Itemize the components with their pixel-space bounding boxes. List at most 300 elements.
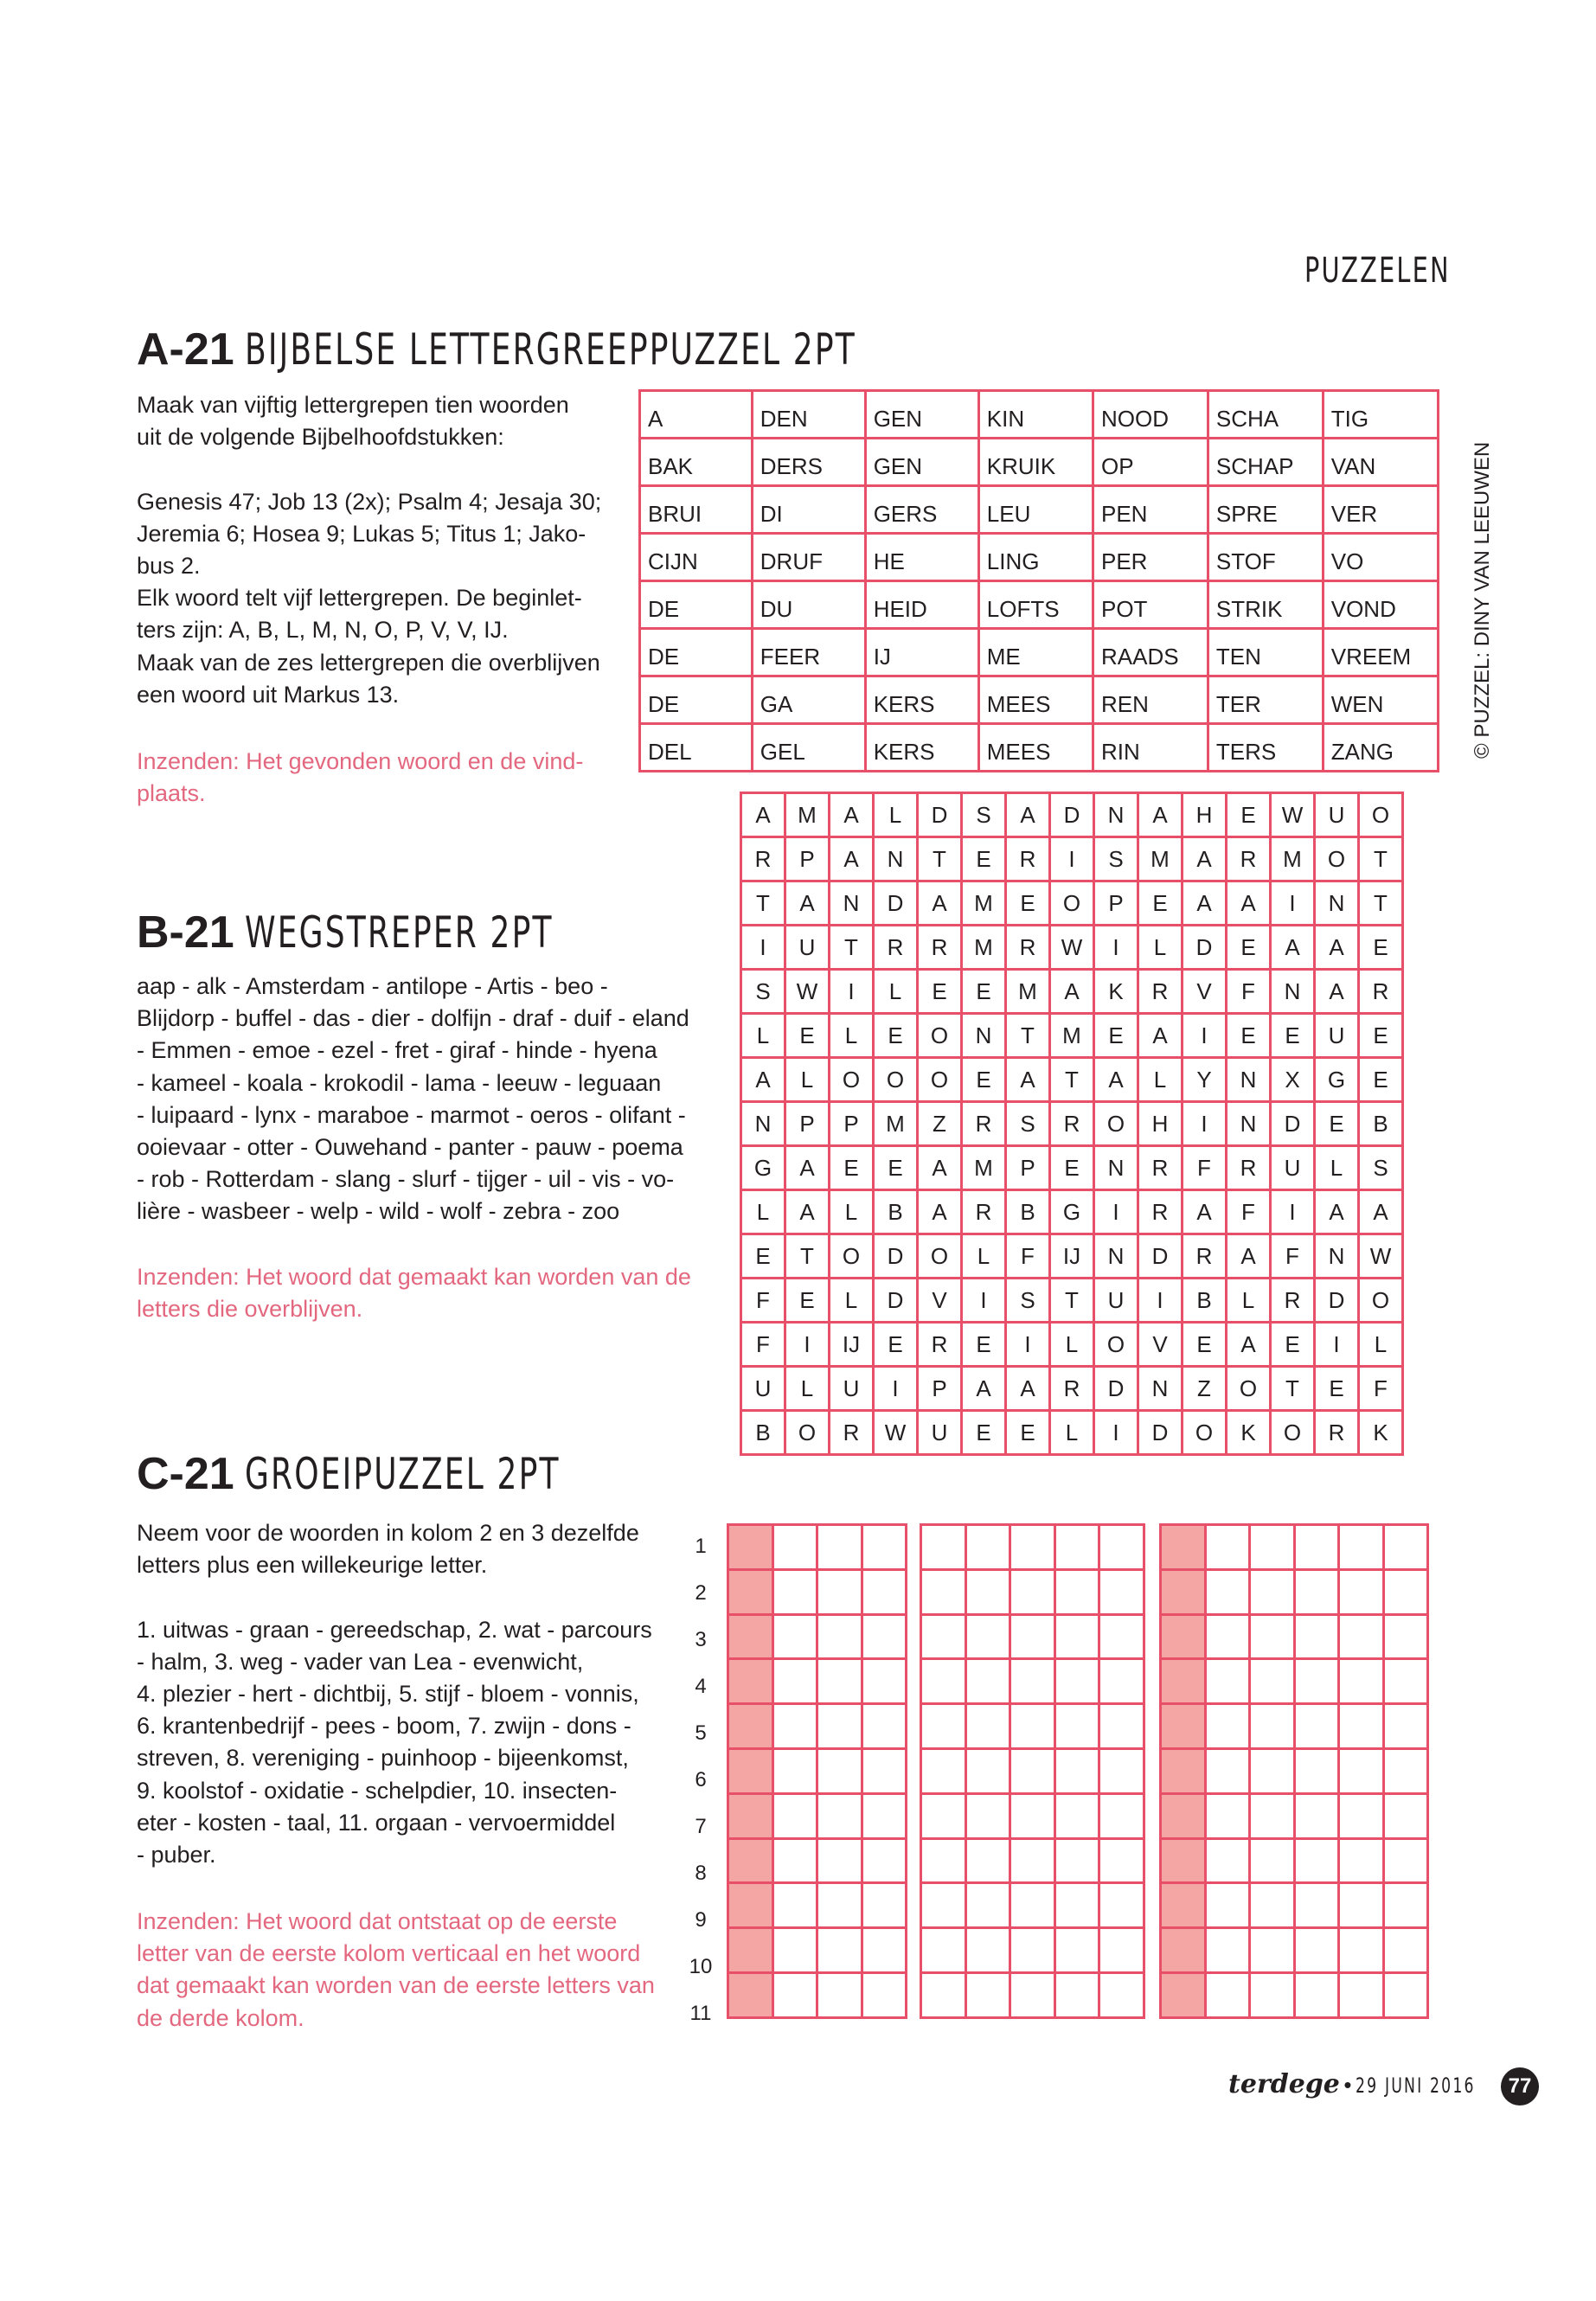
letter-box[interactable] (862, 1972, 907, 2017)
letter-box[interactable] (1205, 1659, 1250, 1704)
letter-cell: W (785, 970, 830, 1014)
text-line: - rob - Rotterdam - slang - slurf - tijger - uil - vis - vo- (137, 1166, 675, 1193)
letter-cell: T (1271, 1367, 1315, 1411)
letter-cell: L (1050, 1323, 1094, 1367)
letter-cell: N (1227, 1102, 1271, 1146)
letter-cell: I (830, 970, 874, 1014)
syllable-cell: MEES (978, 724, 1093, 772)
letter-cell: F (1227, 1190, 1271, 1234)
letter-box[interactable] (1294, 1838, 1339, 1883)
letter-box[interactable] (1205, 1569, 1250, 1614)
text-line: Neem voor de woorden in kolom 2 en 3 dezelfde (137, 1520, 639, 1546)
syllable-cell: A (640, 391, 753, 439)
letter-cell: L (874, 970, 918, 1014)
letter-box[interactable] (1294, 1748, 1339, 1793)
letter-box[interactable] (1339, 1793, 1384, 1838)
letter-box[interactable] (921, 1704, 966, 1749)
letter-box[interactable] (1054, 1569, 1099, 1614)
submit-line: letters die overblijven. (137, 1296, 363, 1323)
letter-box[interactable] (1054, 1838, 1099, 1883)
letter-cell: E (918, 970, 962, 1014)
highlighted-letter-box[interactable] (1161, 1525, 1206, 1570)
letter-box[interactable] (1099, 1525, 1144, 1570)
highlighted-letter-box[interactable] (728, 1614, 773, 1659)
letter-box[interactable] (1010, 1793, 1055, 1838)
syllable-cell: KIN (978, 391, 1093, 439)
letter-box[interactable] (965, 1525, 1010, 1570)
syllable-cell: RIN (1093, 724, 1208, 772)
letter-box[interactable] (1099, 1928, 1144, 1973)
letter-box[interactable] (1099, 1748, 1144, 1793)
letter-cell: A (830, 837, 874, 881)
letter-box[interactable] (772, 1704, 817, 1749)
highlighted-letter-box[interactable] (1161, 1928, 1206, 1973)
letter-box[interactable] (1250, 1748, 1295, 1793)
letter-box[interactable] (817, 1659, 862, 1704)
letter-box[interactable] (1339, 1838, 1384, 1883)
syllable-cell: STRIK (1208, 581, 1323, 629)
highlighted-letter-box[interactable] (728, 1569, 773, 1614)
letter-box[interactable] (772, 1614, 817, 1659)
issue-date: 29 JUNI 2016 (1355, 2073, 1476, 2098)
letter-box[interactable] (1099, 1569, 1144, 1614)
letter-box[interactable] (921, 1883, 966, 1928)
letter-box[interactable] (1010, 1883, 1055, 1928)
letter-box[interactable] (1205, 1748, 1250, 1793)
letter-box[interactable] (1294, 1569, 1339, 1614)
letter-cell: M (874, 1102, 918, 1146)
letter-box[interactable] (965, 1883, 1010, 1928)
letter-box[interactable] (1383, 1748, 1428, 1793)
text-line: - halm, 3. weg - vader van Lea - evenwicht, (137, 1648, 584, 1675)
letter-box[interactable] (1054, 1704, 1099, 1749)
letter-box[interactable] (772, 1793, 817, 1838)
table-row (640, 676, 1439, 724)
letter-box[interactable] (862, 1659, 907, 1704)
letter-box[interactable] (1205, 1972, 1250, 2017)
letter-cell: E (1050, 1146, 1094, 1190)
letter-box[interactable] (817, 1614, 862, 1659)
letter-box[interactable] (1294, 1525, 1339, 1570)
letter-box[interactable] (1099, 1704, 1144, 1749)
letter-box[interactable] (817, 1525, 862, 1570)
letter-box[interactable] (862, 1569, 907, 1614)
letter-box[interactable] (1339, 1659, 1384, 1704)
letter-box[interactable] (1010, 1659, 1055, 1704)
text-line: letters plus een willekeurige letter. (137, 1552, 488, 1579)
letter-box[interactable] (1250, 1704, 1295, 1749)
letter-box[interactable] (1294, 1793, 1339, 1838)
row-number: 5 (695, 1721, 707, 1745)
letter-box[interactable] (1054, 1972, 1099, 2017)
letter-box[interactable] (772, 1928, 817, 1973)
letter-box[interactable] (862, 1928, 907, 1973)
letter-cell: D (1183, 926, 1227, 970)
letter-box[interactable] (921, 1972, 966, 2017)
letter-cell: A (741, 793, 785, 837)
letter-box[interactable] (1054, 1748, 1099, 1793)
letter-box[interactable] (1339, 1972, 1384, 2017)
row-number: 11 (689, 2002, 712, 2025)
letter-box[interactable] (1250, 1614, 1295, 1659)
letter-cell: R (918, 1323, 962, 1367)
syllable-cell: TERS (1208, 724, 1323, 772)
highlighted-letter-box[interactable] (728, 1883, 773, 1928)
letter-cell: E (1227, 1014, 1271, 1058)
syllable-cell: DE (640, 629, 753, 676)
letter-cell: E (741, 1234, 785, 1279)
text-line: ooievaar - otter - Ouwehand - panter - pauw - poema (137, 1133, 683, 1160)
letter-box[interactable] (1339, 1569, 1384, 1614)
letter-box[interactable] (817, 1883, 862, 1928)
letter-box[interactable] (1250, 1972, 1295, 2017)
letter-box[interactable] (1054, 1659, 1099, 1704)
letter-cell: T (1359, 837, 1403, 881)
letter-cell: L (785, 1058, 830, 1102)
letter-box[interactable] (1294, 1972, 1339, 2017)
letter-box[interactable] (965, 1569, 1010, 1614)
submit-line: Inzenden: Het gevonden woord en de vind- (137, 748, 584, 774)
letter-cell: A (918, 881, 962, 926)
highlighted-letter-box[interactable] (728, 1793, 773, 1838)
highlighted-letter-box[interactable] (728, 1928, 773, 1973)
letter-cell: A (785, 1190, 830, 1234)
highlighted-letter-box[interactable] (1161, 1704, 1206, 1749)
grid-row (921, 1704, 1144, 1749)
syllable-cell: CIJN (640, 534, 753, 581)
text-line: - luipaard - lynx - maraboe - marmot - oeros - olifant - (137, 1101, 686, 1128)
table-row (741, 926, 1403, 970)
letter-box[interactable] (1054, 1614, 1099, 1659)
letter-cell: E (874, 1323, 918, 1367)
letter-box[interactable] (1010, 1928, 1055, 1973)
letter-box[interactable] (1010, 1569, 1055, 1614)
grid-row (1161, 1972, 1428, 2017)
letter-box[interactable] (1383, 1928, 1428, 1973)
table-row (741, 1146, 1403, 1190)
letter-box[interactable] (1339, 1704, 1384, 1749)
table-row (741, 970, 1403, 1014)
letter-box[interactable] (1205, 1838, 1250, 1883)
letter-cell: F (1271, 1234, 1315, 1279)
text-line: aap - alk - Amsterdam - antilope - Artis - beo - (137, 973, 608, 999)
highlighted-letter-box[interactable] (728, 1838, 773, 1883)
letter-cell: E (962, 837, 1006, 881)
letter-box[interactable] (1010, 1614, 1055, 1659)
table-row (640, 439, 1439, 486)
letter-box[interactable] (1383, 1525, 1428, 1570)
letter-box[interactable] (1205, 1525, 1250, 1570)
letter-box[interactable] (1250, 1883, 1295, 1928)
letter-box[interactable] (1010, 1748, 1055, 1793)
letter-box[interactable] (1205, 1704, 1250, 1749)
highlighted-letter-box[interactable] (728, 1525, 773, 1570)
letter-cell: U (830, 1367, 874, 1411)
highlighted-letter-box[interactable] (1161, 1793, 1206, 1838)
letter-box[interactable] (1339, 1928, 1384, 1973)
letter-box[interactable] (817, 1569, 862, 1614)
highlighted-letter-box[interactable] (1161, 1659, 1206, 1704)
row-number: 10 (689, 1955, 713, 1978)
letter-box[interactable] (772, 1525, 817, 1570)
letter-box[interactable] (1294, 1614, 1339, 1659)
letter-box[interactable] (1339, 1525, 1384, 1570)
letter-box[interactable] (1383, 1838, 1428, 1883)
letter-box[interactable] (862, 1748, 907, 1793)
letter-box[interactable] (1054, 1525, 1099, 1570)
letter-box[interactable] (772, 1659, 817, 1704)
letter-cell: R (918, 926, 962, 970)
puzzle-b-submit-text (137, 1261, 691, 1325)
letter-box[interactable] (772, 1838, 817, 1883)
letter-box[interactable] (1383, 1972, 1428, 2017)
highlighted-letter-box[interactable] (1161, 1614, 1206, 1659)
letter-cell: R (1050, 1102, 1094, 1146)
letter-cell: N (830, 881, 874, 926)
highlighted-letter-box[interactable] (1161, 1838, 1206, 1883)
letter-box[interactable] (1294, 1704, 1339, 1749)
letter-cell: A (1183, 881, 1227, 926)
grid-row (1161, 1659, 1428, 1704)
highlighted-letter-box[interactable] (728, 1659, 773, 1704)
letter-box[interactable] (921, 1928, 966, 1973)
highlighted-letter-box[interactable] (728, 1748, 773, 1793)
highlighted-letter-box[interactable] (1161, 1883, 1206, 1928)
letter-box[interactable] (965, 1748, 1010, 1793)
letter-box[interactable] (772, 1883, 817, 1928)
puzzle-code: C-21 (137, 1448, 234, 1499)
letter-box[interactable] (1099, 1659, 1144, 1704)
syllable-cell: MEES (978, 676, 1093, 724)
letter-box[interactable] (965, 1659, 1010, 1704)
letter-cell: R (874, 926, 918, 970)
letter-box[interactable] (862, 1704, 907, 1749)
letter-box[interactable] (772, 1972, 817, 2017)
letter-cell: D (1050, 793, 1094, 837)
letter-cell: E (1227, 793, 1271, 837)
letter-cell: D (1315, 1279, 1359, 1323)
letter-cell: R (1006, 926, 1050, 970)
puzzle-a-instructions (137, 389, 601, 711)
letter-cell: L (1359, 1323, 1403, 1367)
syllable-cell: VAN (1323, 439, 1438, 486)
letter-box[interactable] (921, 1793, 966, 1838)
letter-box[interactable] (921, 1614, 966, 1659)
letter-box[interactable] (1054, 1883, 1099, 1928)
syllable-cell: DERS (752, 439, 865, 486)
highlighted-letter-box[interactable] (728, 1972, 773, 2017)
letter-cell: E (1006, 881, 1050, 926)
puzzle-credit: © PUZZEL: DINY VAN LEEUWEN (1471, 441, 1494, 759)
letter-box[interactable] (1099, 1838, 1144, 1883)
letter-cell: L (1227, 1279, 1271, 1323)
letter-cell: A (1006, 1367, 1050, 1411)
letter-box[interactable] (817, 1972, 862, 2017)
letter-box[interactable] (862, 1614, 907, 1659)
letter-cell: M (1050, 1014, 1094, 1058)
letter-box[interactable] (1250, 1525, 1295, 1570)
text-line: Blijdorp - buffel - das - dier - dolfijn - draf - duif - eland (137, 1005, 689, 1032)
letter-box[interactable] (817, 1748, 862, 1793)
letter-box[interactable] (772, 1748, 817, 1793)
letter-cell: V (918, 1279, 962, 1323)
letter-cell: O (918, 1058, 962, 1102)
letter-box[interactable] (1250, 1838, 1295, 1883)
grid-row (728, 1525, 907, 1570)
letter-box[interactable] (921, 1525, 966, 1570)
letter-cell: F (1183, 1146, 1227, 1190)
letter-cell: I (962, 1279, 1006, 1323)
letter-box[interactable] (1383, 1883, 1428, 1928)
text-line: ters zijn: A, B, L, M, N, O, P, V, V, IJ. (137, 617, 509, 644)
letter-cell: V (1138, 1323, 1183, 1367)
letter-cell: L (830, 1014, 874, 1058)
letter-box[interactable] (1010, 1704, 1055, 1749)
letter-box[interactable] (1383, 1659, 1428, 1704)
puzzle-c-title (137, 1445, 683, 1500)
submit-line: plaats. (137, 780, 206, 807)
highlighted-letter-box[interactable] (1161, 1569, 1206, 1614)
letter-box[interactable] (965, 1614, 1010, 1659)
syllable-cell: TEN (1208, 629, 1323, 676)
letter-box[interactable] (817, 1838, 862, 1883)
letter-box[interactable] (1383, 1569, 1428, 1614)
letter-box[interactable] (772, 1569, 817, 1614)
table-row (741, 1367, 1403, 1411)
letter-box[interactable] (921, 1838, 966, 1883)
highlighted-letter-box[interactable] (1161, 1972, 1206, 2017)
letter-cell: G (1315, 1058, 1359, 1102)
grid-row (1161, 1883, 1428, 1928)
letter-box[interactable] (862, 1793, 907, 1838)
letter-cell: R (962, 1190, 1006, 1234)
table-row (741, 1323, 1403, 1367)
letter-box[interactable] (1099, 1793, 1144, 1838)
grid-row (728, 1883, 907, 1928)
letter-box[interactable] (862, 1525, 907, 1570)
letter-box[interactable] (1294, 1659, 1339, 1704)
letter-cell: A (1138, 1014, 1183, 1058)
letter-cell: P (830, 1102, 874, 1146)
letter-box[interactable] (965, 1838, 1010, 1883)
letter-cell: E (962, 1323, 1006, 1367)
letter-cell: F (1227, 970, 1271, 1014)
letter-box[interactable] (1054, 1928, 1099, 1973)
highlighted-letter-box[interactable] (1161, 1748, 1206, 1793)
letter-box[interactable] (921, 1748, 966, 1793)
letter-cell: F (1006, 1234, 1050, 1279)
letter-box[interactable] (1383, 1704, 1428, 1749)
letter-box[interactable] (1339, 1614, 1384, 1659)
letter-box[interactable] (1294, 1883, 1339, 1928)
letter-box[interactable] (1250, 1659, 1295, 1704)
letter-box[interactable] (1383, 1793, 1428, 1838)
letter-cell: N (1227, 1058, 1271, 1102)
letter-box[interactable] (1294, 1928, 1339, 1973)
letter-cell: W (874, 1411, 918, 1455)
letter-box[interactable] (921, 1569, 966, 1614)
letter-box[interactable] (1099, 1883, 1144, 1928)
letter-box[interactable] (1205, 1793, 1250, 1838)
letter-box[interactable] (1250, 1793, 1295, 1838)
letter-box[interactable] (862, 1883, 907, 1928)
letter-cell: A (1227, 881, 1271, 926)
letter-box[interactable] (921, 1659, 966, 1704)
letter-box[interactable] (1383, 1614, 1428, 1659)
letter-cell: G (741, 1146, 785, 1190)
letter-cell: A (918, 1146, 962, 1190)
letter-box[interactable] (817, 1793, 862, 1838)
letter-box[interactable] (1250, 1569, 1295, 1614)
table-row (640, 629, 1439, 676)
letter-cell: I (874, 1367, 918, 1411)
letter-cell: IJ (830, 1323, 874, 1367)
letter-box[interactable] (1205, 1928, 1250, 1973)
letter-box[interactable] (1339, 1748, 1384, 1793)
letter-box[interactable] (965, 1928, 1010, 1973)
grid-row (1161, 1838, 1428, 1883)
syllable-cell: LEU (978, 486, 1093, 534)
table-row (741, 1190, 1403, 1234)
letter-box[interactable] (1010, 1838, 1055, 1883)
syllable-cell: NOOD (1093, 391, 1208, 439)
letter-cell: E (962, 1058, 1006, 1102)
letter-box[interactable] (862, 1838, 907, 1883)
letter-cell: Z (1183, 1367, 1227, 1411)
letter-box[interactable] (1205, 1883, 1250, 1928)
letter-box[interactable] (1010, 1972, 1055, 2017)
grid-row (921, 1838, 1144, 1883)
letter-box[interactable] (1205, 1614, 1250, 1659)
letter-box[interactable] (817, 1928, 862, 1973)
text-line: 6. krantenbedrijf - pees - boom, 7. zwijn - dons - (137, 1713, 631, 1740)
letter-cell: B (1359, 1102, 1403, 1146)
letter-box[interactable] (965, 1972, 1010, 2017)
letter-box[interactable] (965, 1704, 1010, 1749)
letter-box[interactable] (1250, 1928, 1295, 1973)
text-line: Genesis 47; Job 13 (2x); Psalm 4; Jesaja 30; (137, 488, 602, 515)
letter-cell: A (1006, 793, 1050, 837)
letter-cell: N (962, 1014, 1006, 1058)
row-number: 3 (695, 1628, 707, 1651)
letter-box[interactable] (1010, 1525, 1055, 1570)
letter-cell: L (830, 1279, 874, 1323)
letter-cell: O (1183, 1411, 1227, 1455)
letter-cell: H (1183, 793, 1227, 837)
letter-box[interactable] (1054, 1793, 1099, 1838)
letter-box[interactable] (1099, 1614, 1144, 1659)
letter-cell: B (1183, 1279, 1227, 1323)
letter-cell: I (741, 926, 785, 970)
highlighted-letter-box[interactable] (728, 1704, 773, 1749)
letter-box[interactable] (1099, 1972, 1144, 2017)
grid-row (728, 1569, 907, 1614)
letter-box[interactable] (817, 1704, 862, 1749)
letter-cell: K (1227, 1411, 1271, 1455)
grid-row (921, 1748, 1144, 1793)
letter-cell: N (1094, 793, 1138, 837)
table-row (741, 1058, 1403, 1102)
letter-cell: P (1094, 881, 1138, 926)
syllable-cell: OP (1093, 439, 1208, 486)
letter-box[interactable] (965, 1793, 1010, 1838)
letter-cell: E (1359, 1058, 1403, 1102)
letter-box[interactable] (1339, 1883, 1384, 1928)
letter-cell: D (874, 881, 918, 926)
letter-cell: A (1094, 1058, 1138, 1102)
syllable-cell: DEL (640, 724, 753, 772)
syllable-cell: SCHAP (1208, 439, 1323, 486)
